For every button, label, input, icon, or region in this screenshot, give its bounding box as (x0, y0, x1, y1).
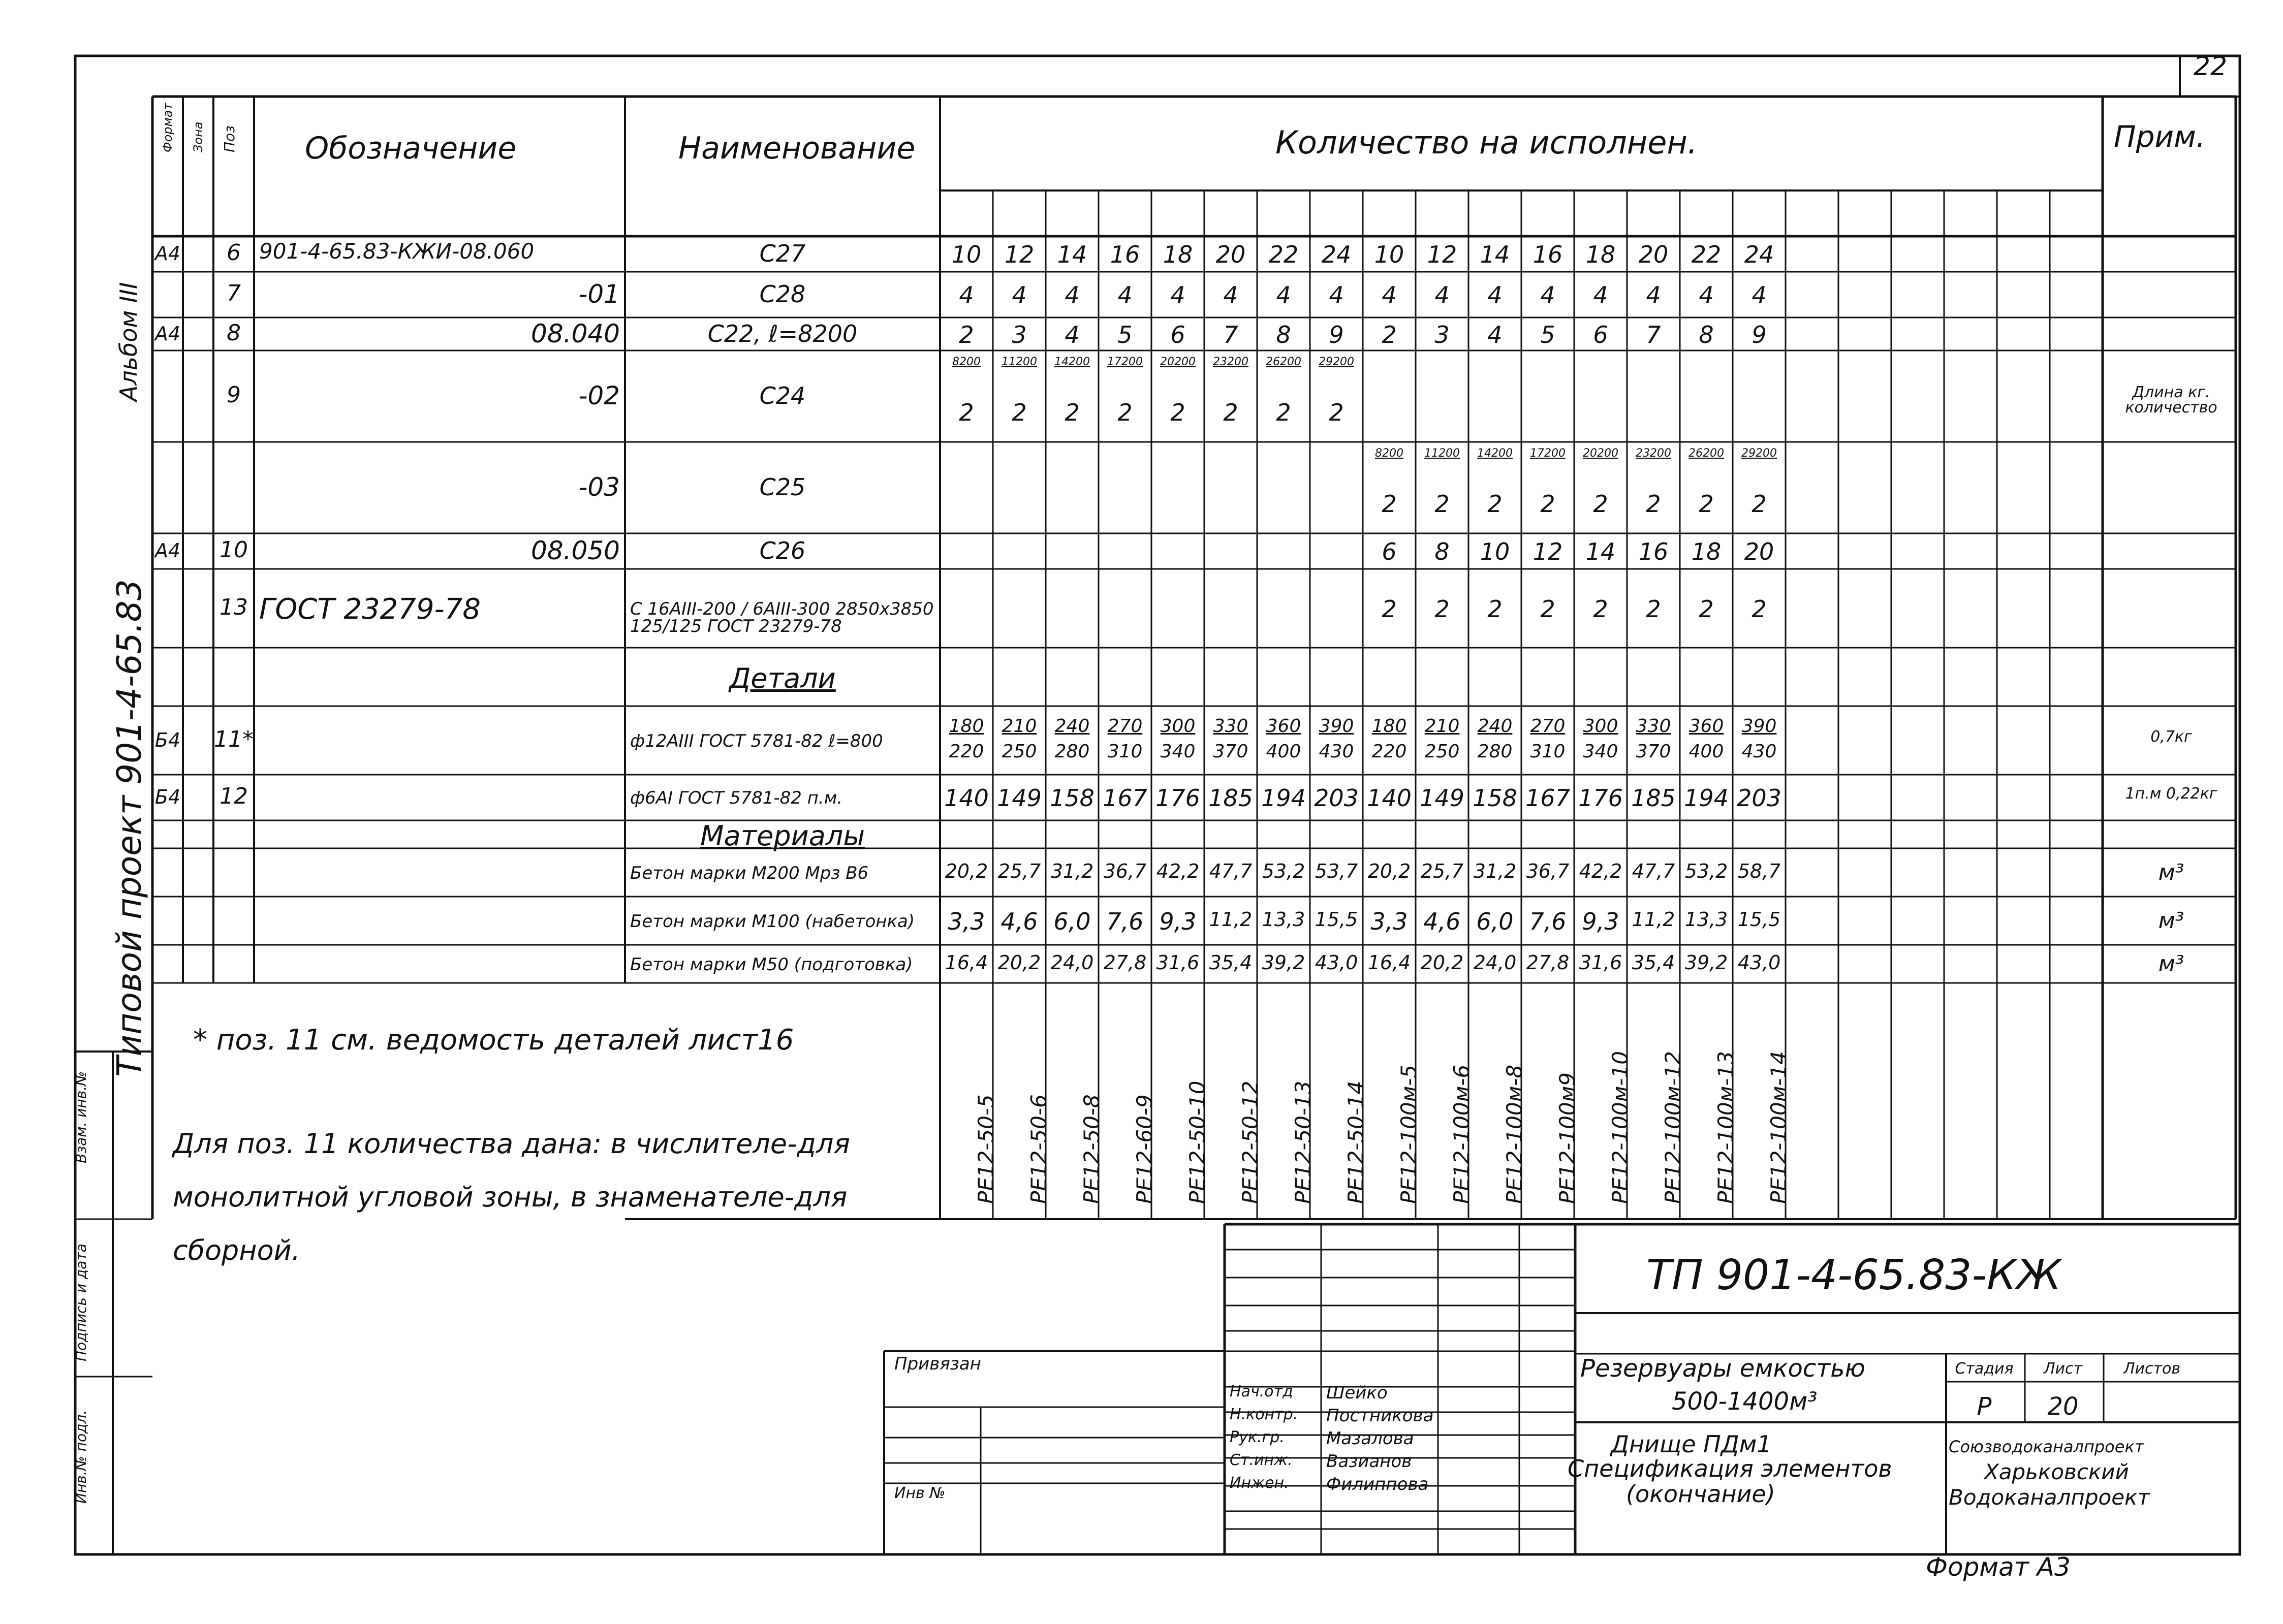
cell-format: A4 (154, 242, 181, 265)
cell-qty: 53,7 (1315, 859, 1358, 882)
note-2c: сборной. (173, 1234, 300, 1266)
title-stage-value: Р (1977, 1392, 1992, 1421)
cell-qty: 2 (1487, 595, 1503, 623)
cell-qty: 4 (1699, 281, 1714, 309)
title-role: Рук.гр. (1230, 1428, 1285, 1446)
cell-qty-numerator: 330 (1636, 715, 1671, 737)
cell-qty: 31,2 (1050, 859, 1094, 882)
variant-label: РЕ12-50-6 (1026, 1094, 1051, 1204)
cell-pos: 13 (220, 594, 248, 620)
cell-qty: 149 (997, 784, 1042, 812)
cell-qty: 167 (1525, 784, 1570, 812)
cell-qty: 2 (959, 399, 974, 426)
cell-qty: 58,7 (1737, 859, 1781, 882)
cell-qty: 3 (1012, 321, 1027, 348)
cell-qty-denominator: 250 (1424, 741, 1460, 762)
cell-format: A4 (154, 322, 181, 345)
cell-qty: 47,7 (1209, 859, 1253, 882)
cell-qty-denominator: 310 (1530, 741, 1566, 762)
cell-qty: 2 (1593, 490, 1608, 518)
title-lists-header: Листов (2123, 1360, 2181, 1378)
cell-qty: 4 (1329, 281, 1344, 309)
section-heading: Материалы (700, 819, 865, 852)
cell-qty-numerator: 270 (1530, 715, 1566, 737)
cell-qty: 158 (1473, 784, 1517, 812)
variant-label: РЕ12-100м-12 (1661, 1051, 1685, 1204)
cell-length: 8200 (952, 356, 981, 368)
title-object-1: Резервуары емкостью (1580, 1354, 1865, 1383)
variant-label: РЕ12-50-14 (1343, 1080, 1368, 1204)
cell-qty: 7 (1223, 321, 1238, 348)
cell-qty: 4 (1012, 281, 1027, 309)
cell-name: ф6АI ГОСТ 5781-82 п.м. (630, 788, 843, 808)
title-object-2: 500-1400м³ (1672, 1387, 1818, 1416)
title-inv: Инв № (894, 1484, 946, 1502)
cell-qty: 203 (1737, 784, 1781, 812)
cell-qty: 4 (1276, 281, 1291, 309)
cell-qty: 2 (1540, 595, 1555, 623)
cell-qty: 20,2 (1420, 951, 1464, 974)
cell-qty-denominator: 370 (1213, 741, 1248, 762)
cell-designation: 08.040 (531, 319, 620, 348)
title-bound: Привязан (894, 1354, 981, 1374)
cell-qty-denominator: 430 (1741, 741, 1777, 762)
title-org-2: Харьковский (1984, 1459, 2129, 1484)
cell-qty: 194 (1684, 784, 1729, 812)
cell-qty: 16 (1533, 241, 1563, 268)
cell-qty-numerator: 330 (1213, 715, 1248, 737)
cell-qty: 14 (1585, 538, 1616, 565)
cell-qty: 194 (1261, 784, 1306, 812)
cell-qty: 2 (1382, 490, 1397, 518)
variant-label: РЕ12-50-8 (1079, 1094, 1104, 1204)
cell-qty: 176 (1578, 784, 1623, 812)
cell-qty: 2 (1752, 490, 1767, 518)
cell-length: 11200 (1424, 447, 1460, 460)
variant-label: РЕ12-100м-5 (1396, 1064, 1421, 1204)
cell-qty: 7 (1646, 321, 1661, 348)
cell-qty: 10 (1374, 241, 1404, 268)
variant-label: РЕ12-50-13 (1291, 1080, 1316, 1204)
cell-qty-denominator: 310 (1107, 741, 1143, 762)
cell-qty: 4 (1117, 281, 1133, 309)
title-list-header: Лист (2043, 1360, 2083, 1378)
cell-qty: 7,6 (1106, 907, 1144, 935)
title-person: Филиппова (1326, 1474, 1429, 1494)
cell-name: С26 (759, 537, 806, 564)
cell-qty: 2 (1329, 399, 1344, 426)
cell-qty: 20,2 (1367, 859, 1411, 882)
cell-qty: 4 (1752, 281, 1767, 309)
cell-qty: 53,2 (1684, 859, 1728, 882)
cell-qty: 8 (1276, 321, 1291, 348)
cell-qty-denominator: 220 (1371, 741, 1407, 762)
cell-qty: 20 (1215, 241, 1246, 268)
variant-label: РЕ12-100м-13 (1713, 1051, 1738, 1204)
cell-qty: 24,0 (1050, 951, 1094, 974)
cell-length: 29200 (1319, 356, 1354, 368)
cell-length: 17200 (1107, 356, 1143, 368)
cell-qty: 4 (1487, 321, 1503, 348)
cell-qty: 2 (1646, 490, 1661, 518)
variant-label: РЕ12-100м-14 (1766, 1051, 1791, 1204)
cell-qty: 4 (1065, 321, 1080, 348)
cell-qty: 176 (1155, 784, 1200, 812)
cell-length: 23200 (1636, 447, 1671, 460)
cell-qty: 2 (1434, 490, 1450, 518)
cell-qty-denominator: 430 (1319, 741, 1354, 762)
cell-qty: 53,2 (1262, 859, 1305, 882)
cell-name: ф12АIII ГОСТ 5781-82 ℓ=800 (630, 730, 883, 751)
cell-qty: 35,4 (1209, 951, 1253, 974)
page-number: 22 (2193, 51, 2228, 82)
cell-qty: 2 (1117, 399, 1133, 426)
variant-label: РЕ12-50-10 (1185, 1080, 1210, 1204)
cell-pos: 11* (214, 726, 254, 752)
cell-qty: 10 (1480, 538, 1510, 565)
cell-format: Б4 (154, 728, 181, 751)
header-note: Прим. (2114, 119, 2206, 154)
stamp-vzam-inv: Взам. инв.№ (73, 1071, 89, 1163)
cell-qty-denominator: 340 (1583, 741, 1618, 762)
cell-qty-numerator: 300 (1160, 715, 1196, 737)
cell-qty: 6,0 (1053, 907, 1091, 935)
cell-qty: 31,6 (1579, 951, 1622, 974)
cell-length: 26200 (1266, 356, 1301, 368)
cell-qty: 4 (1646, 281, 1661, 309)
cell-name: Бетон марки М100 (набетонка) (630, 911, 915, 932)
cell-name: С22, ℓ=8200 (707, 320, 858, 347)
cell-qty: 39,2 (1262, 951, 1305, 974)
cell-qty: 16 (1638, 538, 1669, 565)
cell-qty: 4 (1593, 281, 1608, 309)
cell-qty: 15,5 (1315, 908, 1358, 931)
cell-qty: 12 (1004, 241, 1035, 268)
cell-qty-numerator: 240 (1477, 715, 1513, 737)
cell-pos: 6 (227, 240, 241, 266)
title-list-value: 20 (2047, 1392, 2079, 1421)
cell-qty: 12 (1533, 538, 1563, 565)
stamp-signature-date: Подпись и дата (73, 1244, 89, 1361)
cell-qty: 158 (1050, 784, 1094, 812)
cell-note: м³ (2158, 859, 2184, 885)
cell-qty: 20 (1744, 538, 1774, 565)
cell-qty-numerator: 300 (1583, 715, 1618, 737)
header-pos: Поз (221, 125, 238, 152)
title-sheet-2: Спецификация элементов (1568, 1455, 1892, 1482)
cell-qty: 9,3 (1159, 907, 1197, 935)
cell-format: Б4 (154, 786, 181, 808)
cell-qty: 10 (951, 241, 982, 268)
cell-qty: 2 (1382, 595, 1397, 623)
cell-qty: 35,4 (1632, 951, 1675, 974)
cell-qty: 12 (1427, 241, 1457, 268)
cell-qty: 149 (1420, 784, 1464, 812)
cell-qty: 2 (1276, 399, 1291, 426)
cell-qty-denominator: 400 (1688, 741, 1724, 762)
cell-qty: 20 (1638, 241, 1669, 268)
cell-qty: 9,3 (1582, 907, 1619, 935)
cell-qty: 25,7 (1420, 859, 1464, 882)
cell-note: 1п.м 0,22кг (2125, 785, 2217, 803)
cell-qty: 13,3 (1684, 908, 1728, 931)
cell-qty-numerator: 390 (1741, 715, 1777, 737)
cell-qty-denominator: 400 (1266, 741, 1301, 762)
cell-qty: 14 (1057, 241, 1087, 268)
cell-qty: 2 (1065, 399, 1080, 426)
cell-qty: 5 (1117, 321, 1133, 348)
cell-qty: 6 (1593, 321, 1608, 348)
title-person: Мазалова (1326, 1428, 1414, 1449)
header-format: Формат (161, 103, 175, 152)
cell-qty: 43,0 (1737, 951, 1781, 974)
cell-qty: 2 (1382, 321, 1397, 348)
cell-name: С28 (759, 280, 806, 308)
variant-label: РЕ12-100м-6 (1449, 1064, 1474, 1204)
title-org-3: Водоканалпроект (1949, 1485, 2150, 1510)
stamp-inv-podl: Инв.№ подл. (73, 1410, 89, 1504)
title-code: ТП 901-4-65.83-КЖ (1646, 1251, 2061, 1299)
cell-pos: 10 (220, 537, 248, 563)
cell-pos: 12 (220, 783, 248, 809)
cell-designation: ГОСТ 23279-78 (259, 592, 481, 626)
cell-qty-denominator: 220 (949, 741, 984, 762)
cell-name: С25 (759, 473, 806, 501)
cell-length: 26200 (1688, 447, 1724, 460)
cell-qty-numerator: 210 (1002, 715, 1037, 737)
cell-pos: 8 (227, 320, 241, 346)
cell-qty-denominator: 250 (1002, 741, 1037, 762)
cell-length: 17200 (1530, 447, 1566, 460)
cell-qty: 2 (1593, 595, 1608, 623)
cell-qty-numerator: 360 (1266, 715, 1301, 737)
cell-qty: 4 (1170, 281, 1185, 309)
cell-qty-denominator: 280 (1054, 741, 1090, 762)
cell-qty-numerator: 240 (1054, 715, 1090, 737)
cell-qty-denominator: 340 (1160, 741, 1196, 762)
cell-name: Бетон марки М50 (подготовка) (630, 954, 913, 975)
section-heading: Детали (729, 662, 836, 694)
cell-qty: 18 (1585, 241, 1616, 268)
cell-qty: 24 (1744, 241, 1774, 268)
cell-qty: 9 (1752, 321, 1767, 348)
cell-qty: 22 (1691, 241, 1722, 268)
variant-label: РЕ12-100м9 (1555, 1072, 1580, 1204)
header-name: Наименование (678, 131, 916, 166)
cell-qty: 140 (1367, 784, 1412, 812)
cell-qty: 4 (1223, 281, 1238, 309)
cell-qty: 2 (1540, 490, 1555, 518)
cell-qty: 15,5 (1737, 908, 1781, 931)
cell-name: С27 (759, 240, 806, 267)
cell-qty-numerator: 180 (949, 715, 984, 737)
header-designation: Обозначение (305, 131, 517, 166)
cell-length: 14200 (1054, 356, 1090, 368)
cell-qty: 2 (1699, 490, 1714, 518)
cell-length: 11200 (1002, 356, 1037, 368)
cell-length: 8200 (1375, 447, 1403, 460)
cell-qty: 27,8 (1526, 951, 1570, 974)
header-quantity: Количество на исполнен. (1275, 124, 1698, 161)
side-project-label: Типовой проект 901-4-65.83 (110, 579, 149, 1077)
cell-qty: 2 (1699, 595, 1714, 623)
cell-qty: 167 (1103, 784, 1147, 812)
cell-qty: 3 (1434, 321, 1450, 348)
cell-qty-numerator: 360 (1688, 715, 1724, 737)
cell-qty: 39,2 (1684, 951, 1728, 974)
cell-qty: 2 (1223, 399, 1238, 426)
title-stage-header: Стадия (1955, 1360, 2014, 1378)
cell-name: Бетон марки М200 Мрз В6 (630, 863, 869, 883)
note-1: * поз. 11 см. ведомость деталей лист16 (193, 1024, 794, 1057)
cell-note: Длина кг. количество (2125, 384, 2217, 417)
cell-name: С24 (759, 382, 806, 409)
cell-qty: 18 (1163, 241, 1193, 268)
title-person: Вазианов (1326, 1451, 1412, 1472)
cell-qty: 8 (1699, 321, 1714, 348)
cell-qty: 31,2 (1473, 859, 1517, 882)
cell-length: 23200 (1213, 356, 1248, 368)
cell-qty: 16 (1110, 241, 1140, 268)
cell-qty: 36,7 (1103, 859, 1147, 882)
cell-designation: -01 (578, 279, 620, 309)
cell-qty: 11,2 (1209, 908, 1253, 931)
cell-qty: 3,3 (948, 907, 985, 935)
cell-qty: 185 (1631, 784, 1676, 812)
cell-qty: 42,2 (1156, 859, 1200, 882)
cell-qty: 2 (1434, 595, 1450, 623)
title-person: Шейко (1326, 1383, 1388, 1403)
cell-qty: 22 (1268, 241, 1299, 268)
cell-length: 20200 (1160, 356, 1196, 368)
cell-qty: 8 (1434, 538, 1450, 565)
note-2a: Для поз. 11 количества дана: в числителе-для (173, 1128, 850, 1160)
cell-qty: 20,2 (997, 951, 1041, 974)
cell-name: С 16АIII-200 / 6АIII-300 2850х3850 125/125 ГОСТ 23279-78 (630, 598, 934, 636)
cell-qty: 43,0 (1315, 951, 1358, 974)
variant-label: РЕ12-100м-8 (1502, 1064, 1527, 1204)
title-role: Нач.отд (1230, 1383, 1293, 1400)
cell-qty: 2 (1646, 595, 1661, 623)
cell-length: 29200 (1741, 447, 1777, 460)
cell-designation: -03 (578, 472, 620, 502)
cell-designation: -02 (578, 381, 620, 410)
cell-qty: 2 (1752, 595, 1767, 623)
cell-pos: 7 (227, 280, 241, 306)
cell-qty: 203 (1314, 784, 1359, 812)
title-role: Ст.инж. (1230, 1451, 1293, 1469)
cell-qty: 16,4 (945, 951, 988, 974)
cell-length: 14200 (1477, 447, 1513, 460)
cell-qty: 4 (959, 281, 974, 309)
cell-qty: 2 (1487, 490, 1503, 518)
cell-qty: 4 (1540, 281, 1555, 309)
title-role: Инжен. (1230, 1474, 1289, 1492)
cell-qty: 6 (1170, 321, 1185, 348)
cell-qty: 2 (1012, 399, 1027, 426)
cell-qty: 9 (1329, 321, 1344, 348)
title-sheet-3: (окончание) (1626, 1480, 1775, 1508)
cell-qty: 24 (1321, 241, 1352, 268)
variant-label: РЕ12-50-5 (974, 1094, 998, 1204)
cell-qty: 13,3 (1262, 908, 1305, 931)
cell-qty: 4 (1065, 281, 1080, 309)
cell-qty: 4 (1434, 281, 1450, 309)
variant-label: РЕ12-60-9 (1132, 1094, 1157, 1204)
cell-qty: 3,3 (1370, 907, 1408, 935)
cell-qty-denominator: 280 (1477, 741, 1513, 762)
cell-qty-numerator: 180 (1371, 715, 1407, 737)
cell-qty: 42,2 (1579, 859, 1622, 882)
cell-qty: 185 (1208, 784, 1253, 812)
cell-qty: 2 (1170, 399, 1185, 426)
cell-qty-numerator: 210 (1424, 715, 1460, 737)
cell-length: 20200 (1583, 447, 1618, 460)
cell-qty: 31,6 (1156, 951, 1200, 974)
cell-qty: 4 (1382, 281, 1397, 309)
title-org-1: Союзводоканалпроект (1949, 1437, 2144, 1456)
cell-qty: 14 (1480, 241, 1510, 268)
cell-designation: 08.050 (531, 536, 620, 565)
cell-qty: 25,7 (997, 859, 1041, 882)
cell-qty: 5 (1540, 321, 1555, 348)
cell-qty: 6 (1382, 538, 1397, 565)
album-label: Альбом III (115, 282, 142, 401)
variant-label: РЕ12-100м-10 (1608, 1051, 1633, 1204)
cell-qty: 16,4 (1367, 951, 1411, 974)
header-zone: Зона (191, 121, 205, 152)
cell-qty: 24,0 (1473, 951, 1517, 974)
title-role: Н.контр. (1230, 1406, 1298, 1423)
cell-qty: 4,6 (1000, 907, 1038, 935)
cell-designation: 901-4-65.83-КЖИ-08.060 (259, 239, 535, 264)
cell-qty: 2 (959, 321, 974, 348)
cell-qty: 140 (944, 784, 989, 812)
cell-note: м³ (2158, 950, 2184, 977)
cell-qty: 7,6 (1529, 907, 1567, 935)
variant-label: РЕ12-50-12 (1238, 1080, 1263, 1204)
format-label: Формат А3 (1926, 1552, 2071, 1582)
cell-qty: 27,8 (1103, 951, 1147, 974)
cell-note: м³ (2158, 907, 2184, 934)
note-2b: монолитной угловой зоны, в знаменателе-для (173, 1181, 848, 1213)
cell-qty: 47,7 (1632, 859, 1675, 882)
cell-qty: 11,2 (1632, 908, 1675, 931)
cell-qty: 4 (1487, 281, 1503, 309)
cell-qty-numerator: 390 (1319, 715, 1354, 737)
cell-pos: 9 (227, 382, 241, 408)
cell-qty: 36,7 (1526, 859, 1570, 882)
cell-qty-numerator: 270 (1107, 715, 1143, 737)
title-sheet-1: Днище ПДм1 (1611, 1430, 1772, 1458)
cell-format: A4 (154, 539, 181, 562)
cell-qty-denominator: 370 (1636, 741, 1671, 762)
cell-qty: 6,0 (1476, 907, 1514, 935)
title-person: Постникова (1326, 1406, 1434, 1426)
cell-note: 0,7кг (2150, 727, 2192, 746)
cell-qty: 4,6 (1423, 907, 1461, 935)
cell-qty: 18 (1691, 538, 1722, 565)
cell-qty: 20,2 (945, 859, 988, 882)
